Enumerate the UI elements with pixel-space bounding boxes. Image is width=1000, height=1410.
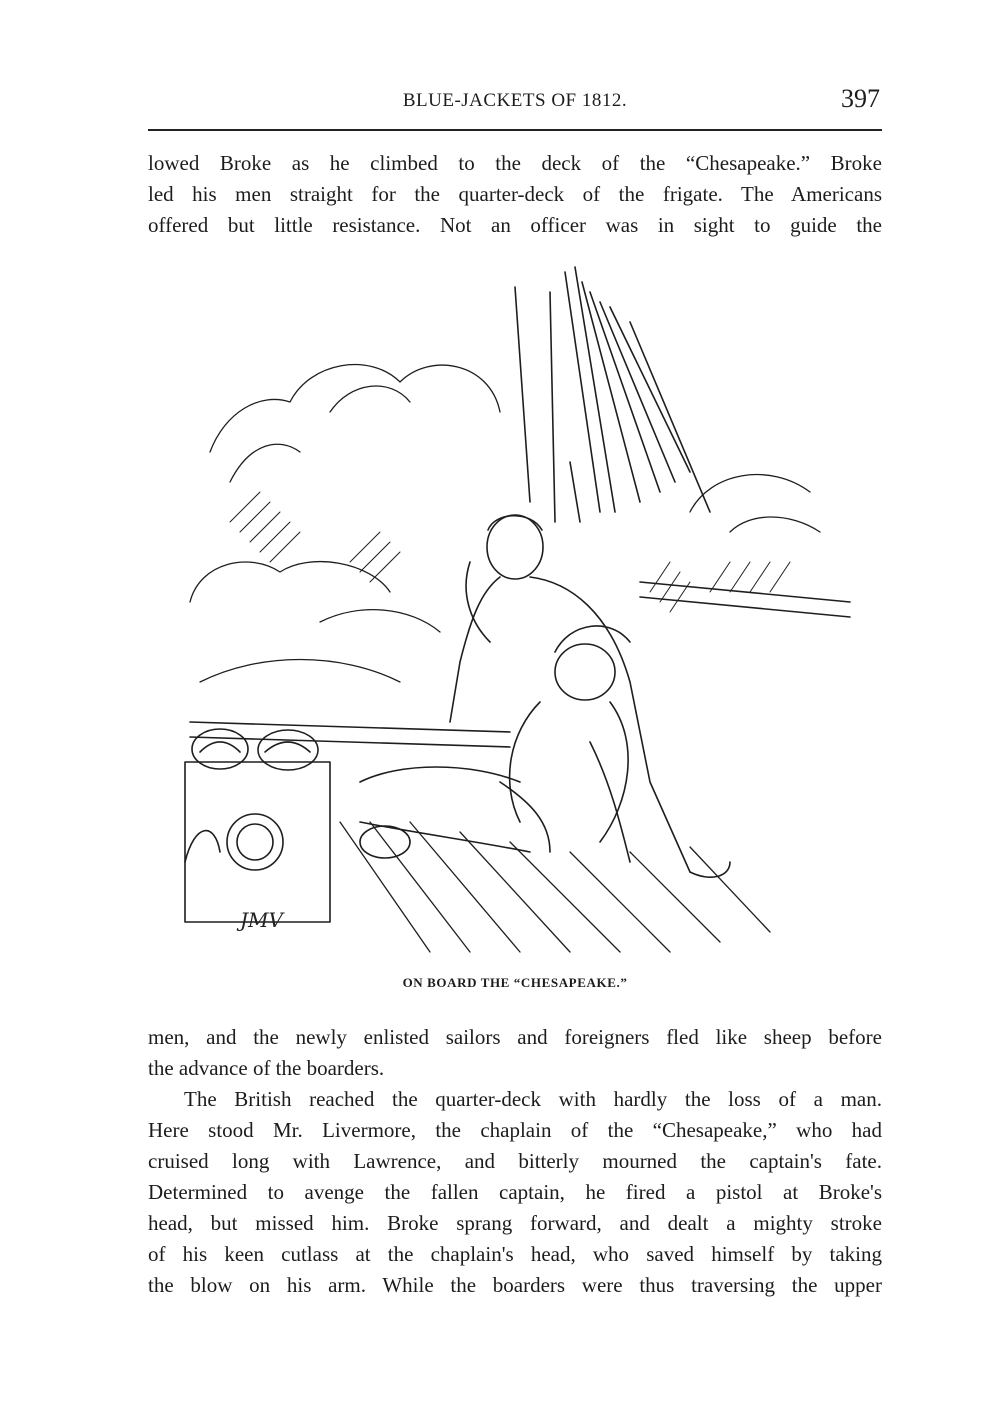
text-line: men, and the newly enlisted sailors and foreigners fled like sheep before: [148, 1025, 882, 1049]
text-line: the blow on his arm. While the boarders were thus traversing the upper: [148, 1273, 882, 1297]
rigging-lines: [515, 267, 710, 522]
paragraph-1: [148, 1022, 882, 1084]
gun-carriage: [185, 762, 330, 922]
page-number: 397: [841, 84, 880, 113]
ship-rail: [190, 582, 850, 747]
text-line: head, but missed him. Broke sprang forward, and dealt a mighty stroke: [148, 1211, 882, 1235]
artist-signature: JMV: [240, 908, 283, 932]
running-title: BLUE-JACKETS OF 1812.: [402, 90, 628, 111]
text-line: Here stood Mr. Livermore, the chaplain of the “Chesapeake,” who had: [148, 1118, 882, 1142]
figure-standing-officer: [450, 515, 730, 877]
text-block-bottom: [148, 1022, 882, 1301]
text-line: offered but little resistance. Not an officer was in sight to guide the: [148, 213, 882, 237]
text-line: Determined to avenge the fallen captain, he fired a pistol at Broke's: [148, 1180, 882, 1204]
text-line: The British reached the quarter-deck with hardly the loss of a man.: [184, 1087, 882, 1111]
text-line: of his keen cutlass at the chaplain's head, who saved himself by taking: [148, 1242, 882, 1266]
text-block-top: [148, 148, 882, 241]
text-line: lowed Broke as he climbed to the deck of the “Chesapeake.” Broke: [148, 151, 882, 175]
text-line: led his men straight for the quarter-deck of the frigate. The Americans: [148, 182, 882, 206]
smoke-clouds: [190, 365, 820, 682]
running-head: [148, 84, 882, 120]
cannonballs: [192, 729, 318, 770]
deck-planks: [340, 822, 770, 952]
paragraph-continued: [148, 148, 882, 241]
illustration-on-board-chesapeake: [170, 262, 860, 962]
smoke-hatching: [230, 492, 790, 612]
text-line: the advance of the boarders.: [148, 1056, 385, 1080]
paragraph-2: [148, 1084, 882, 1301]
text-line: cruised long with Lawrence, and bitterly mourned the captain's fate.: [148, 1149, 882, 1173]
illustration-caption: ON BOARD THE “CHESAPEAKE.”: [402, 975, 628, 990]
header-rule: [148, 129, 882, 131]
